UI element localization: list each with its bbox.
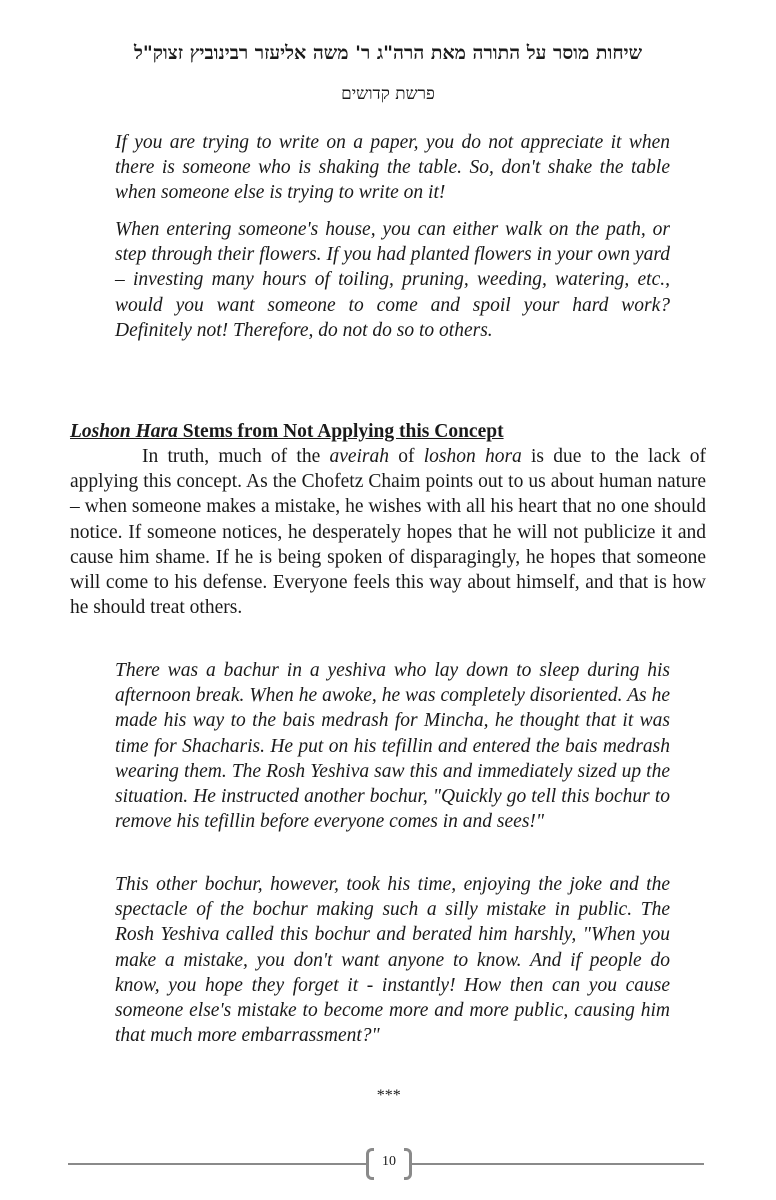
page-footer	[68, 1146, 704, 1186]
section-heading	[70, 419, 706, 444]
parsha-title: פרשת קדושים	[341, 84, 435, 104]
story-paragraph: This other bochur, however, took his time, enjoying the joke and the spectacle of the bochur making such a silly mistake in public. The Rosh Yeshiva called this bochur and berated him harshly, "When you make a mistake, you don't want anyone to know. And if people do know, you hope they forget it - instantly! How then can you cause someone else's mistake to become more and more public, causing him that much more embarrassment?"	[115, 874, 670, 1047]
italic-term: aveirah	[329, 446, 390, 467]
italic-term: loshon hora	[423, 446, 522, 467]
section-loshon-hara	[70, 419, 706, 620]
page-number: 10	[382, 1154, 396, 1169]
section-paragraph	[70, 444, 706, 620]
footer-rule-right	[410, 1163, 704, 1165]
text-run: is due to the lack of applying this concept. As the Chofetz Chaim points out to us about human nature – when someone makes a mistake, he wishes with all his heart that no one should notice. If someone notices, he desperately hopes that he will not publicize it and cause him shame. If he is being spoken of disparagingly, he hopes that someone will come to his defense. Everyone feels this way about himself, and that is how he should treat others.	[70, 446, 706, 619]
text-run: of	[389, 446, 424, 467]
quote-paragraph: If you are trying to write on a paper, you do not appreciate it when there is someone who is shaking the table. So, don't shake the table when someone else is trying to write on it!	[115, 132, 670, 204]
section-separator: ***	[376, 1087, 400, 1104]
story-block-1	[115, 658, 670, 834]
story-block-2	[115, 872, 670, 1048]
footer-rule-left	[68, 1163, 368, 1165]
text-run: In truth, much of the	[142, 446, 330, 467]
quote-block-table	[115, 130, 670, 206]
story-paragraph: There was a bachur in a yeshiva who lay down to sleep during his afternoon break. When he awoke, he was completely disoriented. As he made his way to the bais medrash for Mincha, he thought that it was time for Shacharis. He put on his tefillin and entered the bais medrash wearing them. The Rosh Yeshiva saw this and immediately sized up the situation. He instructed another bochur, "Quickly go tell this bochur to remove his tefillin before everyone comes in and sees!"	[115, 660, 670, 833]
heading-text: Stems from Not Applying this Concept	[177, 421, 504, 442]
quote-paragraph: When entering someone's house, you can either walk on the path, or step through their flowers. If you had planted flowers in your own yard – investing many hours of toiling, pruning, weeding, watering, etc., would you want someone to come and spoil your hard work? Definitely not! Therefore, do not do so to others.	[115, 219, 670, 341]
running-head-title: שיחות מוסר על התורה מאת הרה"ג ר' משה אליעזר רבינוביץ זצוק"ל	[133, 42, 643, 64]
left-bracket-ornament	[366, 1148, 374, 1180]
heading-italic-term: Loshon Hara	[70, 421, 178, 442]
quote-block-flowers	[115, 217, 670, 343]
